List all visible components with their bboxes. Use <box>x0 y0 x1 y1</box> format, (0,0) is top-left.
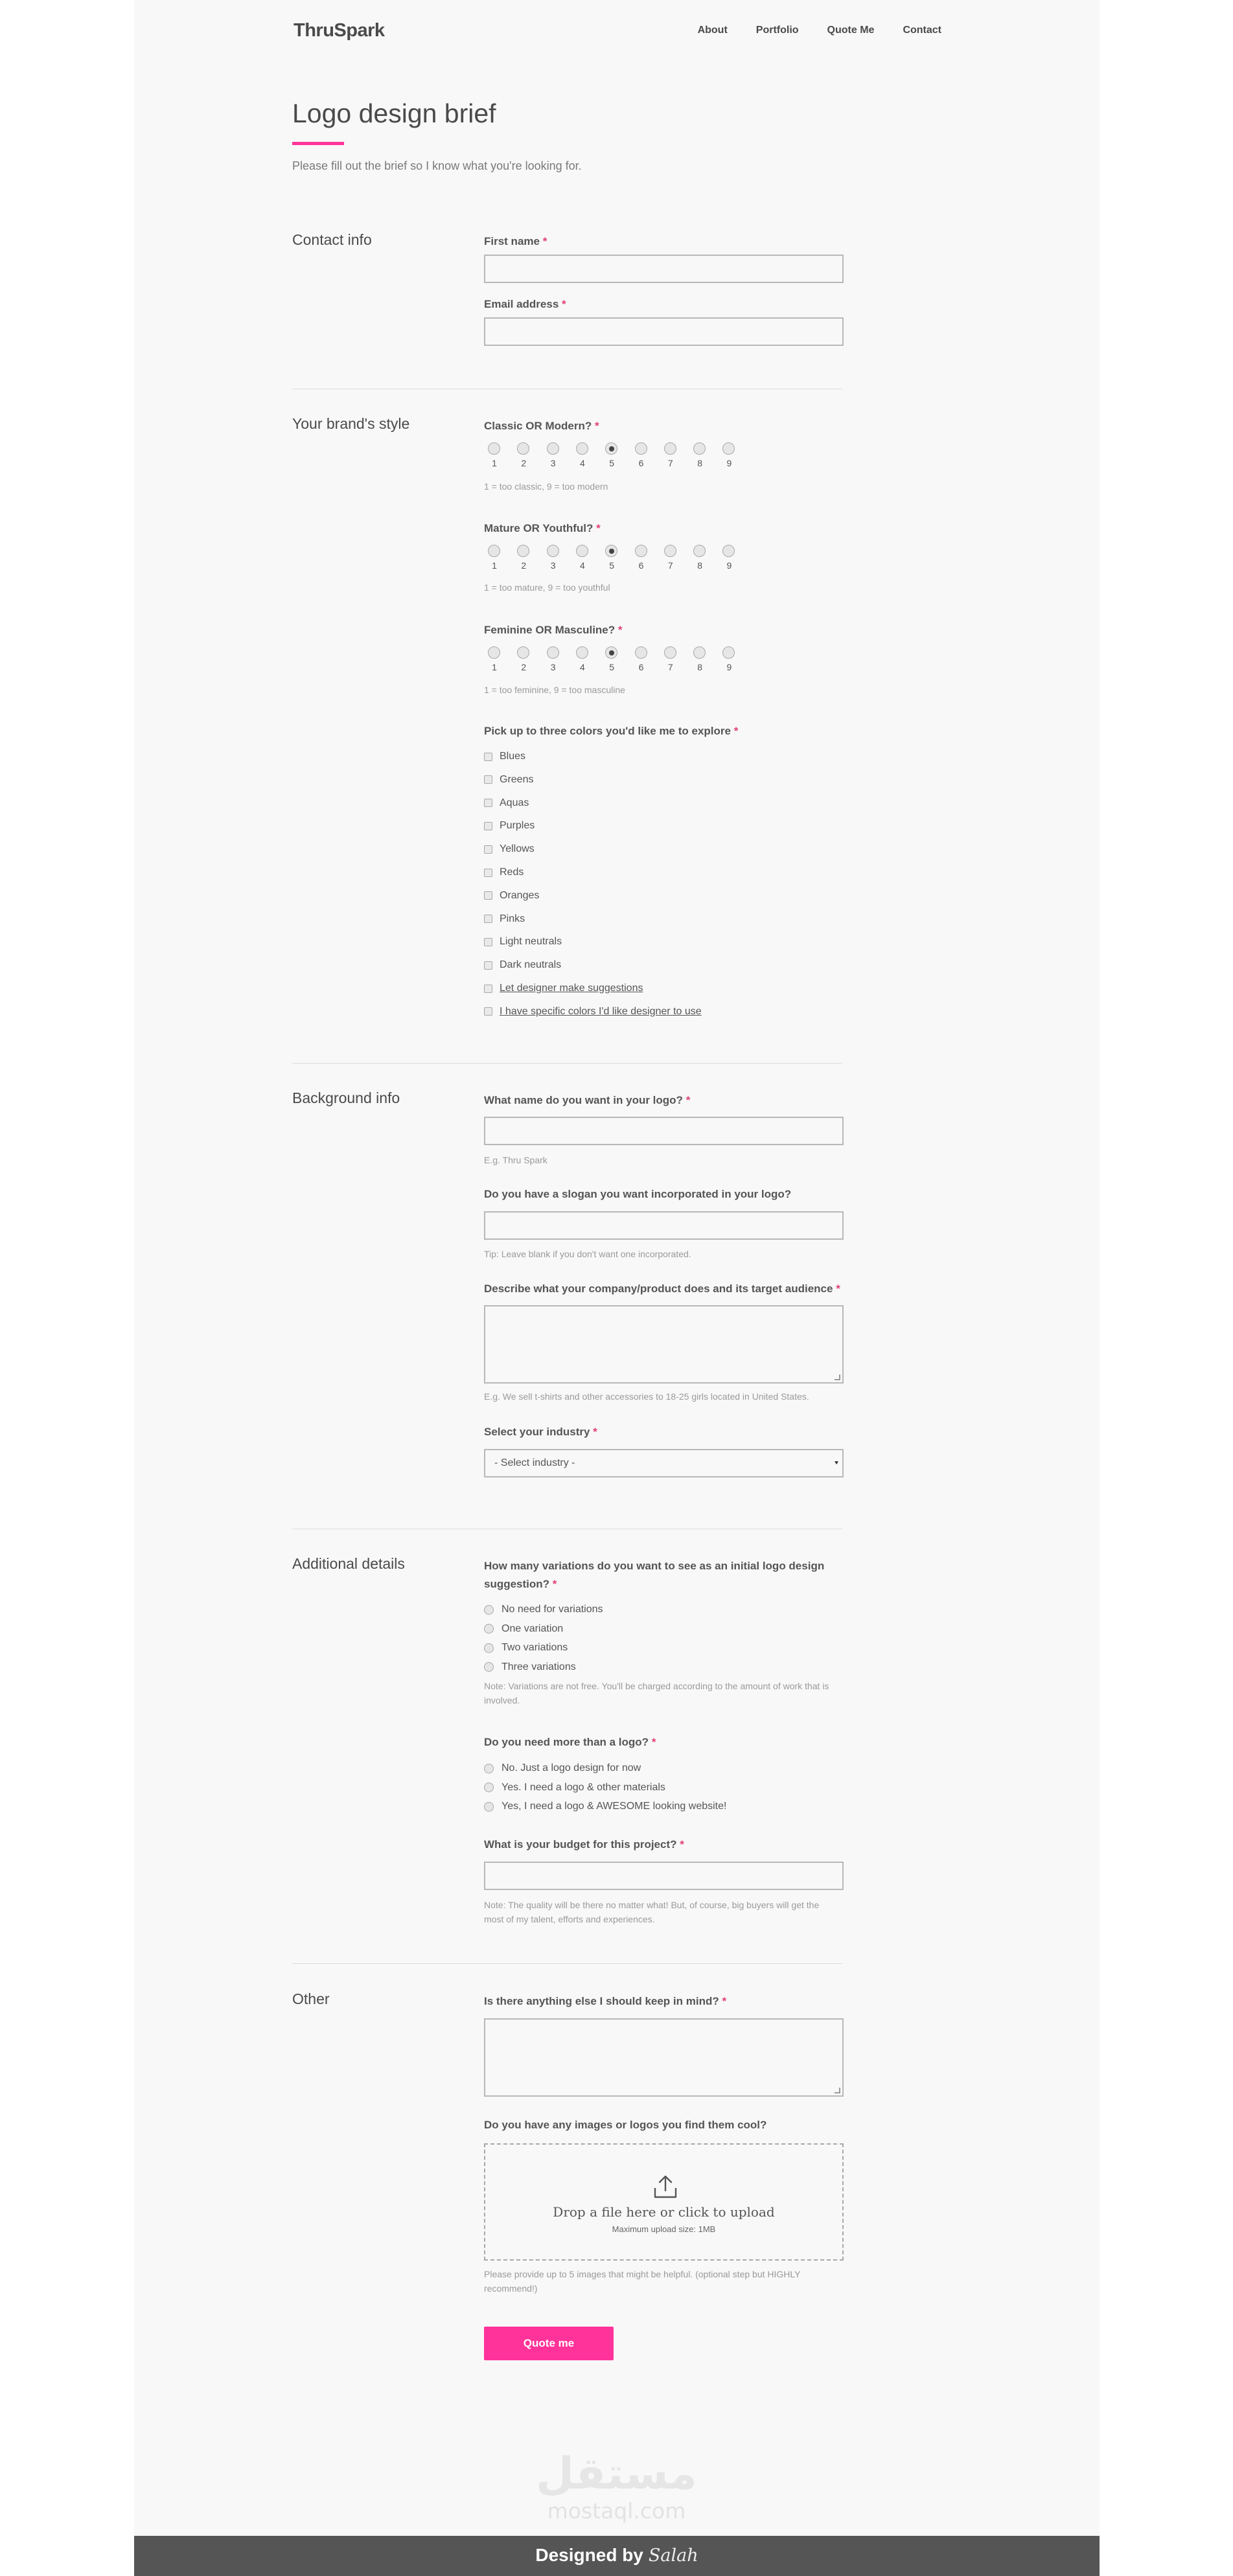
color-option-label: Light neutrals <box>500 936 562 948</box>
mature-youthful-hint: 1 = too mature, 9 = too youthful <box>484 582 610 593</box>
scale-option[interactable] <box>547 646 560 672</box>
checkbox[interactable] <box>484 938 492 946</box>
scale-number: 2 <box>521 560 527 571</box>
radio-button[interactable] <box>576 442 588 455</box>
color-option[interactable] <box>484 796 529 810</box>
radio-option[interactable] <box>484 1761 641 1776</box>
checkbox[interactable] <box>484 775 492 784</box>
radio-button[interactable] <box>664 442 676 455</box>
radio-button[interactable] <box>517 442 529 455</box>
radio-button[interactable] <box>693 442 706 455</box>
checkbox[interactable] <box>484 915 492 923</box>
scale-number: 6 <box>638 560 644 571</box>
radio-option[interactable] <box>484 1602 603 1617</box>
radio-button[interactable] <box>635 442 647 455</box>
radio-button[interactable] <box>484 1783 494 1792</box>
scale-number: 4 <box>579 560 585 571</box>
radio-option[interactable] <box>484 1799 726 1814</box>
scale-option[interactable] <box>605 442 618 468</box>
color-option[interactable] <box>484 958 561 972</box>
mature-youthful-scale <box>488 545 734 575</box>
resize-grip-icon[interactable] <box>835 1374 840 1380</box>
radio-button[interactable] <box>605 646 617 659</box>
radio-option[interactable] <box>484 1780 665 1795</box>
nav-quote-me[interactable]: Quote Me <box>827 25 875 36</box>
color-option-label: Dark neutrals <box>500 959 562 971</box>
scale-number: 1 <box>492 662 497 672</box>
footer <box>134 2536 1100 2576</box>
scale-option[interactable] <box>664 646 677 672</box>
color-option-label: Greens <box>500 773 534 785</box>
scale-option[interactable] <box>693 442 706 468</box>
scale-option[interactable] <box>517 646 530 672</box>
variations-label: How many variations do you want to see as an initial logo design suggestion? * <box>484 1560 825 1590</box>
radio-button[interactable] <box>664 646 676 659</box>
checkbox[interactable] <box>484 891 492 900</box>
radio-button[interactable] <box>517 545 529 557</box>
keep-in-mind-textarea[interactable] <box>484 2018 844 2097</box>
scale-option[interactable] <box>576 442 589 468</box>
keep-in-mind-label: Is there anything else I should keep in mind? * <box>484 1995 727 2007</box>
radio-option-label: No. Just a logo design for now <box>501 1762 641 1773</box>
form-content <box>134 0 1100 2576</box>
classic-modern-label: Classic OR Modern? * <box>484 420 599 432</box>
checkbox[interactable] <box>484 799 492 807</box>
scale-option[interactable] <box>722 545 735 571</box>
radio-button[interactable] <box>484 1802 494 1812</box>
radio-button[interactable] <box>484 1624 494 1634</box>
dropzone-max-size: Maximum upload size: 1MB <box>612 2224 716 2234</box>
scale-option[interactable] <box>547 545 560 571</box>
scale-number: 9 <box>726 458 732 468</box>
scale-option[interactable] <box>517 442 530 468</box>
color-option-label: Yellows <box>500 843 535 855</box>
scale-number: 6 <box>638 662 644 672</box>
scale-option[interactable] <box>488 442 501 468</box>
designer-signature: Salah <box>648 2546 698 2566</box>
section-additional-title: Additional details <box>292 1555 405 1572</box>
checkbox[interactable] <box>484 869 492 877</box>
slogan-input[interactable] <box>484 1211 844 1240</box>
scale-option[interactable] <box>488 646 501 672</box>
checkbox[interactable] <box>484 1007 492 1016</box>
section-background-title: Background info <box>292 1089 400 1106</box>
slogan-hint: Tip: Leave blank if you don't want one incorporated. <box>484 1249 691 1259</box>
color-option-label: Purples <box>500 820 535 832</box>
images-label: Do you have any images or logos you find them cool? <box>484 2119 767 2131</box>
radio-button[interactable] <box>693 646 706 659</box>
checkbox[interactable] <box>484 961 492 970</box>
scale-option[interactable] <box>576 646 589 672</box>
color-option[interactable] <box>484 749 525 764</box>
describe-textarea[interactable] <box>484 1305 844 1384</box>
scale-option[interactable] <box>635 442 648 468</box>
radio-option-label: No need for variations <box>501 1604 603 1615</box>
chevron-down-icon <box>835 1461 838 1465</box>
slogan-label: Do you have a slogan you want incorporated in your logo? <box>484 1188 792 1200</box>
color-option[interactable] <box>484 865 524 880</box>
scale-option[interactable] <box>693 646 706 672</box>
scale-number: 3 <box>550 662 556 672</box>
radio-button[interactable] <box>605 545 617 557</box>
dropzone-text: Drop a file here or click to upload <box>553 2204 775 2220</box>
footer-credit: Designed by Salah <box>535 2545 698 2566</box>
colors-label: Pick up to three colors you'd like me to explore * <box>484 725 739 737</box>
logo-name-input[interactable] <box>484 1117 844 1145</box>
scale-option[interactable] <box>722 442 735 468</box>
scale-option[interactable] <box>488 545 501 571</box>
color-option[interactable] <box>484 981 643 996</box>
describe-label: Describe what your company/product does and its target audience * <box>484 1282 840 1295</box>
radio-button[interactable] <box>547 442 559 455</box>
upload-icon <box>652 2174 678 2200</box>
checkbox[interactable] <box>484 822 492 830</box>
radio-button[interactable] <box>664 545 676 557</box>
color-option[interactable] <box>484 819 535 833</box>
page-subtitle: Please fill out the brief so I know what you're looking for. <box>292 159 582 172</box>
scale-number: 3 <box>550 560 556 571</box>
radio-option[interactable] <box>484 1621 563 1637</box>
email-input[interactable] <box>484 317 844 346</box>
radio-button[interactable] <box>605 442 617 455</box>
images-note: Please provide up to 5 images that might be helpful. (optional step but HIGHLY recommend!) <box>484 2269 801 2294</box>
radio-button[interactable] <box>547 646 559 659</box>
scale-number: 9 <box>726 662 732 672</box>
budget-input[interactable] <box>484 1862 844 1890</box>
scale-option[interactable] <box>576 545 589 571</box>
color-option[interactable] <box>484 1005 702 1019</box>
quote-me-button[interactable]: Quote me <box>484 2327 614 2360</box>
scale-option[interactable] <box>635 545 648 571</box>
radio-button[interactable] <box>547 545 559 557</box>
radio-button[interactable] <box>576 545 588 557</box>
classic-modern-hint: 1 = too classic, 9 = too modern <box>484 481 608 492</box>
radio-button[interactable] <box>693 545 706 557</box>
industry-select[interactable]: - Select industry - <box>484 1449 844 1477</box>
feminine-masculine-hint: 1 = too feminine, 9 = too masculine <box>484 685 625 695</box>
radio-button[interactable] <box>722 442 735 455</box>
checkbox[interactable] <box>484 985 492 993</box>
checkbox[interactable] <box>484 845 492 854</box>
color-option-label: I have specific colors I'd like designer to use <box>500 1005 702 1017</box>
scale-number: 3 <box>550 458 556 468</box>
scale-option[interactable] <box>605 646 618 672</box>
site-logo[interactable]: ThruSpark <box>294 20 385 41</box>
radio-button[interactable] <box>722 646 735 659</box>
file-dropzone[interactable] <box>484 2143 844 2261</box>
watermark-latin: mostaql.com <box>547 2498 686 2524</box>
radio-button[interactable] <box>484 1605 494 1615</box>
radio-option[interactable] <box>484 1640 568 1656</box>
nav-about[interactable]: About <box>697 25 728 36</box>
scale-number: 2 <box>521 458 527 468</box>
scale-number: 8 <box>697 560 702 571</box>
radio-option-label: Three variations <box>501 1661 576 1672</box>
scale-number: 2 <box>521 662 527 672</box>
radio-option-label: Yes, I need a logo & AWESOME looking website! <box>501 1801 727 1812</box>
scale-number: 1 <box>492 458 497 468</box>
radio-button[interactable] <box>484 1662 494 1672</box>
scale-number: 8 <box>697 458 702 468</box>
radio-option-label: Two variations <box>501 1642 568 1653</box>
scale-number: 1 <box>492 560 497 571</box>
section-other-title: Other <box>292 1990 330 2007</box>
scale-number: 6 <box>638 458 644 468</box>
scale-option[interactable] <box>635 646 648 672</box>
color-option-label: Oranges <box>500 889 540 901</box>
radio-option-label: One variation <box>501 1623 564 1634</box>
color-option[interactable] <box>484 773 533 787</box>
nav-portfolio[interactable]: Portfolio <box>755 25 799 36</box>
section-contact-title: Contact info <box>292 231 372 248</box>
radio-button[interactable] <box>488 442 500 455</box>
section-divider <box>292 1063 842 1064</box>
radio-button[interactable] <box>488 646 500 659</box>
radio-option[interactable] <box>484 1659 576 1675</box>
scale-option[interactable] <box>517 545 530 571</box>
radio-button[interactable] <box>484 1643 494 1653</box>
section-brand-title: Your brand's style <box>292 415 410 432</box>
scale-number: 7 <box>667 662 673 672</box>
variations-note: Note: Variations are not free. You'll be charged according to the amount of work that is involved. <box>484 1681 829 1705</box>
more-label: Do you need more than a logo? * <box>484 1736 656 1748</box>
radio-button[interactable] <box>484 1764 494 1773</box>
budget-label: What is your budget for this project? * <box>484 1838 684 1851</box>
classic-modern-scale <box>488 442 734 472</box>
scale-option[interactable] <box>605 545 618 571</box>
watermark-arabic: مستقل <box>536 2448 697 2500</box>
color-option-label: Blues <box>500 751 526 762</box>
color-option[interactable] <box>484 842 535 856</box>
radio-button[interactable] <box>635 545 647 557</box>
scale-number: 5 <box>609 458 615 468</box>
scale-option[interactable] <box>664 545 677 571</box>
feminine-masculine-scale <box>488 646 734 676</box>
radio-button[interactable] <box>635 646 647 659</box>
scale-option[interactable] <box>547 442 560 468</box>
color-option-label: Aquas <box>500 797 529 808</box>
color-option[interactable] <box>484 912 525 926</box>
color-option-label: Let designer make suggestions <box>500 983 643 994</box>
section-divider <box>292 1963 842 1964</box>
logo-name-label: What name do you want in your logo? * <box>484 1094 691 1106</box>
scale-number: 8 <box>697 662 702 672</box>
radio-button[interactable] <box>722 545 735 557</box>
color-option-label: Pinks <box>500 913 525 924</box>
logo-name-hint: E.g. Thru Spark <box>484 1155 547 1165</box>
feminine-masculine-label: Feminine OR Masculine? * <box>484 624 623 636</box>
budget-note: Note: The quality will be there no matter what! But, of course, big buyers will get the most of my talent, efforts and experiences. <box>484 1900 820 1924</box>
scale-number: 5 <box>609 560 615 571</box>
scale-number: 5 <box>609 662 615 672</box>
scale-number: 9 <box>726 560 732 571</box>
radio-button[interactable] <box>517 646 529 659</box>
email-label: Email address * <box>484 298 566 310</box>
scale-number: 7 <box>667 560 673 571</box>
scale-option[interactable] <box>664 442 677 468</box>
mature-youthful-label: Mature OR Youthful? * <box>484 522 601 534</box>
scale-option[interactable] <box>722 646 735 672</box>
first-name-input[interactable] <box>484 255 844 283</box>
nav-contact[interactable]: Contact <box>903 25 941 36</box>
checkbox[interactable] <box>484 753 492 761</box>
radio-option-label: Yes. I need a logo & other materials <box>501 1781 665 1793</box>
radio-button[interactable] <box>488 545 500 557</box>
scale-number: 7 <box>667 458 673 468</box>
industry-label: Select your industry * <box>484 1426 597 1438</box>
first-name-label: First name * <box>484 235 547 247</box>
scale-option[interactable] <box>693 545 706 571</box>
radio-button[interactable] <box>576 646 588 659</box>
resize-grip-icon[interactable] <box>835 2088 840 2093</box>
scale-number: 4 <box>579 662 585 672</box>
page-title: Logo design brief <box>292 98 496 128</box>
scale-number: 4 <box>579 458 585 468</box>
color-option[interactable] <box>484 889 539 903</box>
color-option-label: Reds <box>500 867 524 878</box>
color-option[interactable] <box>484 935 562 949</box>
describe-hint: E.g. We sell t-shirts and other accessories to 18-25 girls located in United States. <box>484 1391 809 1402</box>
